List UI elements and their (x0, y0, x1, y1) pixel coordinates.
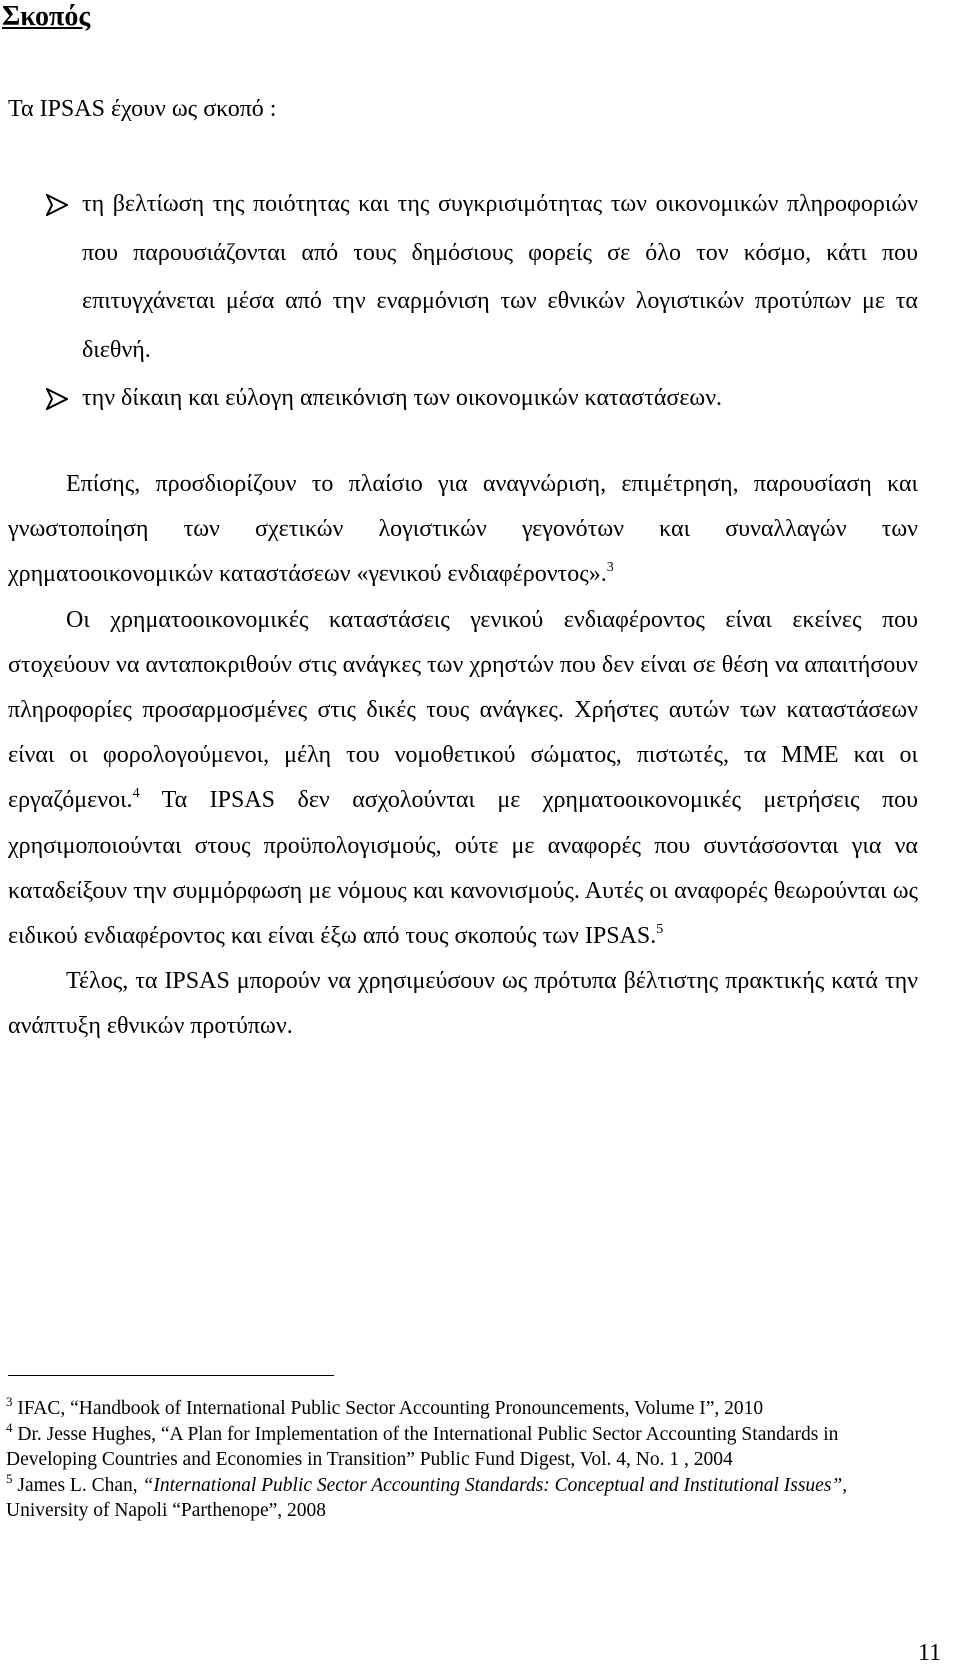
body-text (8, 462, 918, 1050)
arrowhead-bullet-icon (46, 388, 68, 410)
intro-line: Τα IPSAS έχουν ως σκοπό : (8, 96, 277, 122)
footnote-ref: 4 (132, 786, 140, 802)
page-number: 11 (918, 1640, 942, 1666)
footnote: $^3$ IFAC, “Handbook of International Public Sector Accounting Pronouncements, Volume I”, 2010 (6, 1394, 764, 1419)
bullet-text: τη βελτίωση της ποιότητας και της συγκρισιμότητας των οικονομικών πληροφοριών που παρουσιάζονται από τους δημόσιους φορείς σε όλο τον κόσμο, κάτι που επιτυγχάνεται μέσα από την εναρμόνιση των εθνικών λογιστικών προτύπων με τα διεθνή. (82, 191, 918, 363)
footnote-ref: 5 (656, 922, 664, 938)
bullet-item (48, 374, 918, 423)
section-heading: Σκοπός (2, 1, 91, 32)
footnote: $^5$ James L. Chan, “International Public Sector Accounting Standards: Conceptual and Institutional Issues”, University of Napoli “Parthenope”, 2008 (6, 1470, 848, 1521)
bullet-item (48, 180, 918, 374)
bullet-list (48, 180, 918, 423)
paragraph-users: Οι χρηματοοικονομικές καταστάσεις γενικού ενδιαφέροντος είναι εκείνες που στοχεύουν να ανταποκριθούν στις ανάγκες των χρηστών που δεν είναι σε θέση να απαιτήσουν πληροφορίες προσαρμοσμένες στις δικές τους ανάγκες. Χρήστες αυτών των καταστάσεων είναι οι φορολογούμενοι, μέλη του νομοθετικού σώματος, πιστωτές, τα ΜΜΕ και οι εργαζόμενοι.$^4$ Τα IPSAS δεν ασχολούνται με χρηματοοικονομικές μετρήσεις που χρησιμοποιούνται στους προϋπολογισμούς, ούτε με αναφορές που συντάσσονται για να καταδείξουν την συμμόρφωση με νόμους και κανονισμούς. Αυτές οι αναφορές θεωρούνται ως ειδικού ενδιαφέροντος και είναι έξω από τους σκοπούς των IPSAS.$^5$ (8, 606, 918, 950)
bullet-text: την δίκαιη και εύλογη απεικόνιση των οικονομικών καταστάσεων. (82, 385, 723, 411)
paragraph-conclusion: Τέλος, τα IPSAS μπορούν να χρησιμεύσουν ως πρότυπα βέλτιστης πρακτικής κατά την ανάπτυξη εθνικών προτύπων. (8, 968, 918, 1040)
paragraph-purpose: Επίσης, προσδιορίζουν το πλαίσιο για αναγνώριση, επιμέτρηση, παρουσίαση και γνωστοποίηση των σχετικών λογιστικών γεγονότων και συναλλαγών των χρηματοοικονομικών καταστάσεων «γενικού ενδιαφέροντος».$^3$ (8, 471, 918, 588)
footnote: $^4$ Dr. Jesse Hughes, “A Plan for Implementation of the International Public Sector Accounting Standards in Developing Countries and Economies in Transition” Public Fund Digest, Vol. 4, No. 1 , 2004 (6, 1419, 839, 1470)
footnote-separator (8, 1375, 334, 1376)
footnotes (6, 1396, 926, 1524)
footnote-ref: 3 (606, 560, 614, 576)
arrowhead-bullet-icon (46, 194, 68, 216)
